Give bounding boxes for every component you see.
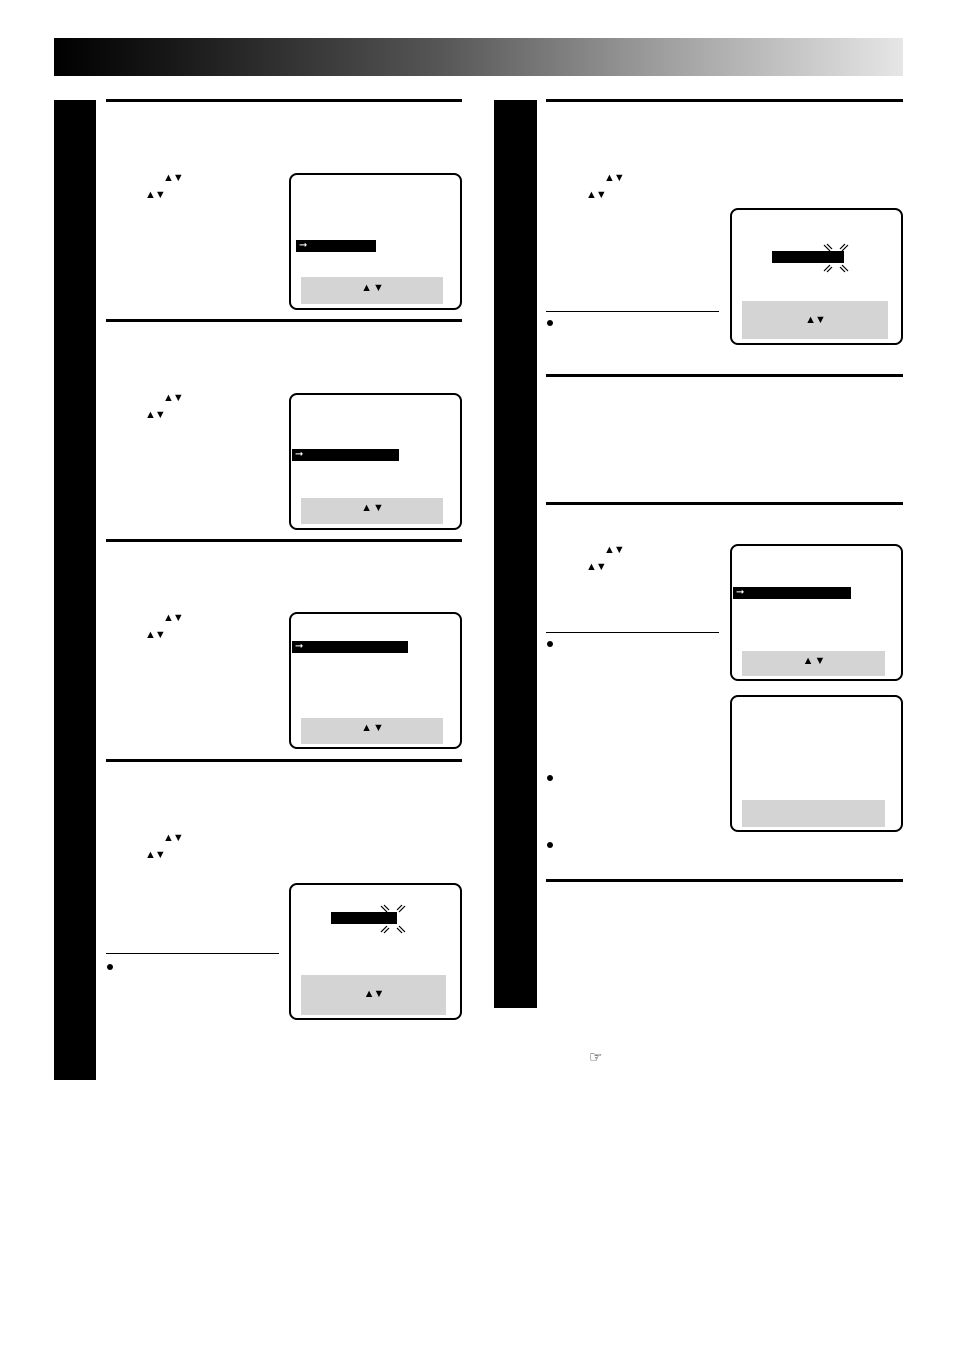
guide-arrows: ▲ ▼ [802,655,825,667]
step-4-screen [289,883,462,1020]
step-1-arrows-b: ▲▼ [145,189,165,201]
step-5-arrows-a: ▲▼ [604,172,624,184]
guide-bar [742,651,885,676]
guide-arrows: ▲▼ [805,314,825,326]
step-5-rule [546,99,903,102]
guide-bar [301,498,443,524]
guide-bar [301,718,443,744]
step-1-screen [289,173,462,310]
arrow-icon: ➞ [295,449,304,460]
step-2-rule [106,319,462,322]
guide-bar [742,301,888,339]
step-3-arrows-b: ▲▼ [145,629,165,641]
guide-bar [301,975,446,1015]
step-4-rule [106,759,462,762]
step-5-note-bullet [547,320,553,326]
step-5-screen [730,208,903,345]
step-7-arrows-a: ▲▼ [604,544,624,556]
guide-arrows: ▲▼ [363,988,384,1000]
menu-highlight [296,240,376,252]
step-7-note-bullet-3 [547,842,553,848]
left-section-tab [54,100,96,1080]
step-4-note-rule [106,953,279,954]
menu-highlight [292,641,408,653]
step-7-screen [730,544,903,681]
menu-highlight [292,449,399,461]
step-7-arrows-b: ▲▼ [586,561,606,573]
step-4-arrows-a: ▲▼ [163,832,183,844]
arrow-icon: ➞ [299,240,308,251]
guide-bar [742,800,885,827]
step-2-arrows-a: ▲▼ [163,392,183,404]
guide-arrows: ▲ ▼ [361,282,383,294]
right-section-tab [494,100,537,1008]
step-3-arrows-a: ▲▼ [163,612,183,624]
step-5-note-rule [546,311,719,312]
step-7-screen-2 [730,695,903,832]
step-7-note-bullet-2 [547,775,553,781]
menu-highlight [733,587,851,599]
arrow-icon: ➞ [295,641,304,652]
step-7-rule [546,502,903,505]
guide-arrows: ▲ ▼ [361,722,383,734]
step-3-rule [106,539,462,542]
blink-marks-icon [822,243,850,273]
step-5-arrows-b: ▲▼ [586,189,606,201]
step-7-note-bullet-1 [547,641,553,647]
step-4-note-bullet [107,964,113,970]
step-6-rule [546,374,903,377]
step-4-arrows-b: ▲▼ [145,849,165,861]
arrow-icon: ➞ [736,587,745,598]
guide-arrows: ▲ ▼ [361,502,383,514]
step-8-rule [546,879,903,882]
reference-pointer-icon: ☞ [589,1049,603,1066]
step-2-screen [289,393,462,530]
step-7-note-rule [546,632,719,633]
step-2-arrows-b: ▲▼ [145,409,165,421]
step-1-arrows-a: ▲▼ [163,172,183,184]
guide-bar [301,277,443,304]
header-bar [54,38,903,76]
step-1-rule [106,99,462,102]
step-3-screen [289,612,462,749]
blink-marks-icon [379,904,407,934]
